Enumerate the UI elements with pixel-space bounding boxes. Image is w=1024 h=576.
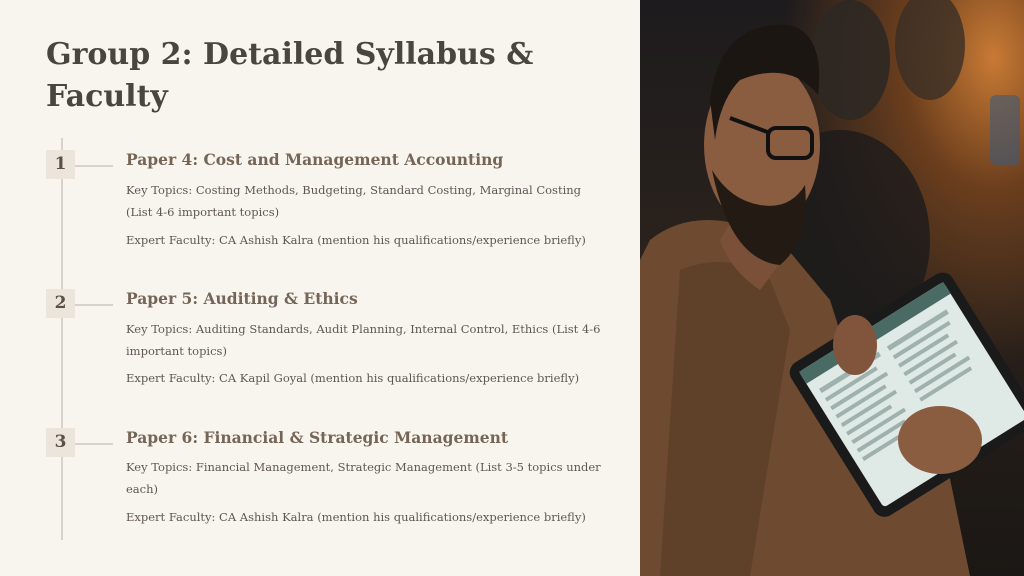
step-number-badge: 2 <box>46 289 75 318</box>
timeline-connector <box>75 443 113 445</box>
key-topics-text: Key Topics: Costing Methods, Budgeting, Standard Costing, Marginal Costing (List 4-6 important topics) <box>126 183 582 219</box>
timeline-line <box>61 138 63 540</box>
expert-faculty-text: Expert Faculty: CA Ashish Kalra (mention his qualifications/experience briefly) <box>126 233 586 247</box>
timeline-connector <box>75 304 113 306</box>
expert-faculty-text: Expert Faculty: CA Kapil Goyal (mention his qualifications/experience briefly) <box>126 371 580 385</box>
key-topics-text: Key Topics: Financial Management, Strategic Management (List 3-5 topics under each) <box>126 460 601 496</box>
key-topics-text: Key Topics: Auditing Standards, Audit Planning, Internal Control, Ethics (List 4-6 important topics) <box>126 322 601 358</box>
paper-title: Paper 4: Cost and Management Accounting <box>126 150 504 169</box>
slide-title: Group 2: Detailed Syllabus & Faculty <box>46 37 534 114</box>
man-reading-tablet-photo <box>640 0 1024 576</box>
paper-title: Paper 5: Auditing & Ethics <box>126 289 358 308</box>
photo-illustration <box>640 0 1024 576</box>
step-number-badge: 3 <box>46 428 75 457</box>
expert-faculty-text: Expert Faculty: CA Ashish Kalra (mention his qualifications/experience briefly) <box>126 510 586 524</box>
paper-title: Paper 6: Financial & Strategic Management <box>126 428 509 447</box>
step-number-badge: 1 <box>46 150 75 179</box>
timeline-connector <box>75 165 113 167</box>
